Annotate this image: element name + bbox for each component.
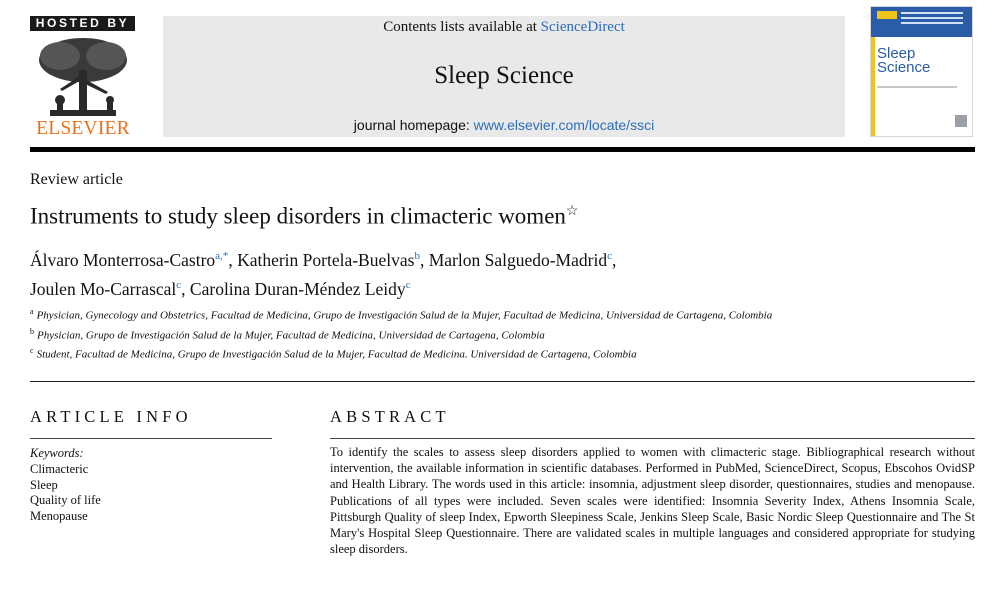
- author-affiliation-mark[interactable]: a,*: [215, 250, 229, 262]
- keyword-item[interactable]: Climacteric: [30, 462, 89, 476]
- cover-title-line2: Science: [877, 59, 931, 76]
- header-divider: [30, 147, 975, 152]
- journal-banner: [163, 16, 845, 137]
- abstract-text: To identify the scales to assess sleep disorders applied to women with climacteric stage. Bibliographical research without intervention, the available information in scientific databases. Performed in PubMed, ScienceDirect, Scopus, Ebscohos OvidSP and Health Library. The words used in this article: insomnia, adjustment sleep disorder, questionnaires, studies and menopause. Publications of all types were included. Seven scales were identified: Insomnia Severity Index, Athens Insomnia Scale, Pittsburgh Quality of sleep Index, Epworth Sleepiness Scale, Jenkins Sleep Scale, Basic Nordic Sleep Questionnaire and The St Mary's Hospital Sleep Questionnaire. There are validated scales in multiple languages and considered appropriate for studying sleep disorders.: [330, 445, 975, 557]
- cover-title-line1: Sleep: [877, 45, 916, 62]
- journal-homepage-link[interactable]: www.elsevier.com/locate/ssci: [473, 117, 655, 133]
- keyword-item[interactable]: Sleep: [30, 477, 58, 492]
- homepage-line: [163, 117, 845, 133]
- author-affiliation-mark[interactable]: c: [405, 278, 411, 291]
- sciencedirect-link[interactable]: ScienceDirect: [540, 19, 625, 35]
- author-affiliation-mark[interactable]: b: [414, 250, 420, 262]
- author-name[interactable]: Marlon Salguedo-Madrid: [428, 249, 608, 270]
- article-title-text: Instruments to study sleep disorders in climacteric women: [30, 203, 566, 229]
- affiliation-item: [30, 343, 870, 363]
- homepage-prefix: journal homepage:: [353, 117, 474, 133]
- hosted-by-label: HOSTED BY: [30, 16, 135, 31]
- affiliation-item: [30, 304, 870, 324]
- affiliation-text: Physician, Gynecology and Obstetrics, Facultad de Medicina, Grupo de Investigación Salud de la Mujer, Facultad de Medicina, Universidad de Cartagena, Colombia: [36, 309, 773, 322]
- journal-title: Sleep Science: [434, 62, 574, 89]
- author-affiliation-mark[interactable]: c: [607, 250, 612, 262]
- author-list: [30, 244, 970, 302]
- article-type: Review article: [30, 171, 123, 188]
- cover-subtitle-rule: [877, 86, 957, 88]
- keywords-label: Keywords:: [30, 446, 84, 460]
- cover-text-lines: [901, 12, 963, 14]
- author-affiliation-mark[interactable]: c: [176, 278, 182, 291]
- author-separator: ,: [419, 249, 429, 270]
- author-separator: ,: [181, 278, 190, 299]
- contents-prefix: Contents lists available at: [383, 19, 541, 35]
- article-title: [30, 203, 578, 230]
- affiliation-key: a: [30, 307, 34, 316]
- publisher-wordmark: ELSEVIER: [36, 118, 130, 139]
- affiliation-text: Physician, Grupo de Investigación Salud de la Mujer, Facultad de Medicina, Universidad de Cartagena, Colombia: [37, 329, 545, 342]
- keyword-item[interactable]: Menopause: [30, 509, 88, 524]
- author-name[interactable]: Carolina Duran-Méndez Leidy: [189, 278, 406, 299]
- article-info-rule: [30, 438, 272, 439]
- author-name[interactable]: Álvaro Monterrosa-Castro: [30, 249, 216, 270]
- title-footnote-star-icon[interactable]: ☆: [565, 204, 579, 219]
- affiliation-key: b: [30, 326, 34, 336]
- affiliation-item: [30, 324, 870, 344]
- cover-title: [877, 47, 930, 75]
- author-separator: ,: [228, 249, 238, 270]
- author-separator: ,: [611, 249, 617, 270]
- elsevier-tree-logo: [30, 34, 136, 120]
- keywords-list: [30, 462, 101, 525]
- article-info-heading: ARTICLE INFO: [30, 407, 192, 426]
- cover-side-band: [871, 37, 875, 136]
- author-name[interactable]: Katherin Portela-Buelvas: [237, 249, 415, 270]
- section-divider: [30, 381, 975, 382]
- author-name[interactable]: Joulen Mo-Carrascal: [30, 278, 177, 299]
- journal-cover-image: [870, 6, 973, 137]
- keyword-item[interactable]: Quality of life: [30, 493, 101, 508]
- abstract-rule: [330, 438, 975, 439]
- abstract-heading: ABSTRACT: [330, 407, 450, 426]
- author-line-1: [30, 244, 970, 273]
- contents-line: [163, 19, 845, 36]
- cover-publisher-icon: [955, 115, 967, 127]
- affiliations: [30, 304, 870, 363]
- affiliation-key: c: [30, 346, 34, 356]
- author-line-2: [30, 273, 970, 302]
- affiliation-text: Student, Facultad de Medicina, Grupo de Investigación Salud de la Mujer, Facultad de Medicina. Universidad de Cartagena, Colombia: [36, 348, 637, 361]
- cover-accent: [877, 11, 897, 19]
